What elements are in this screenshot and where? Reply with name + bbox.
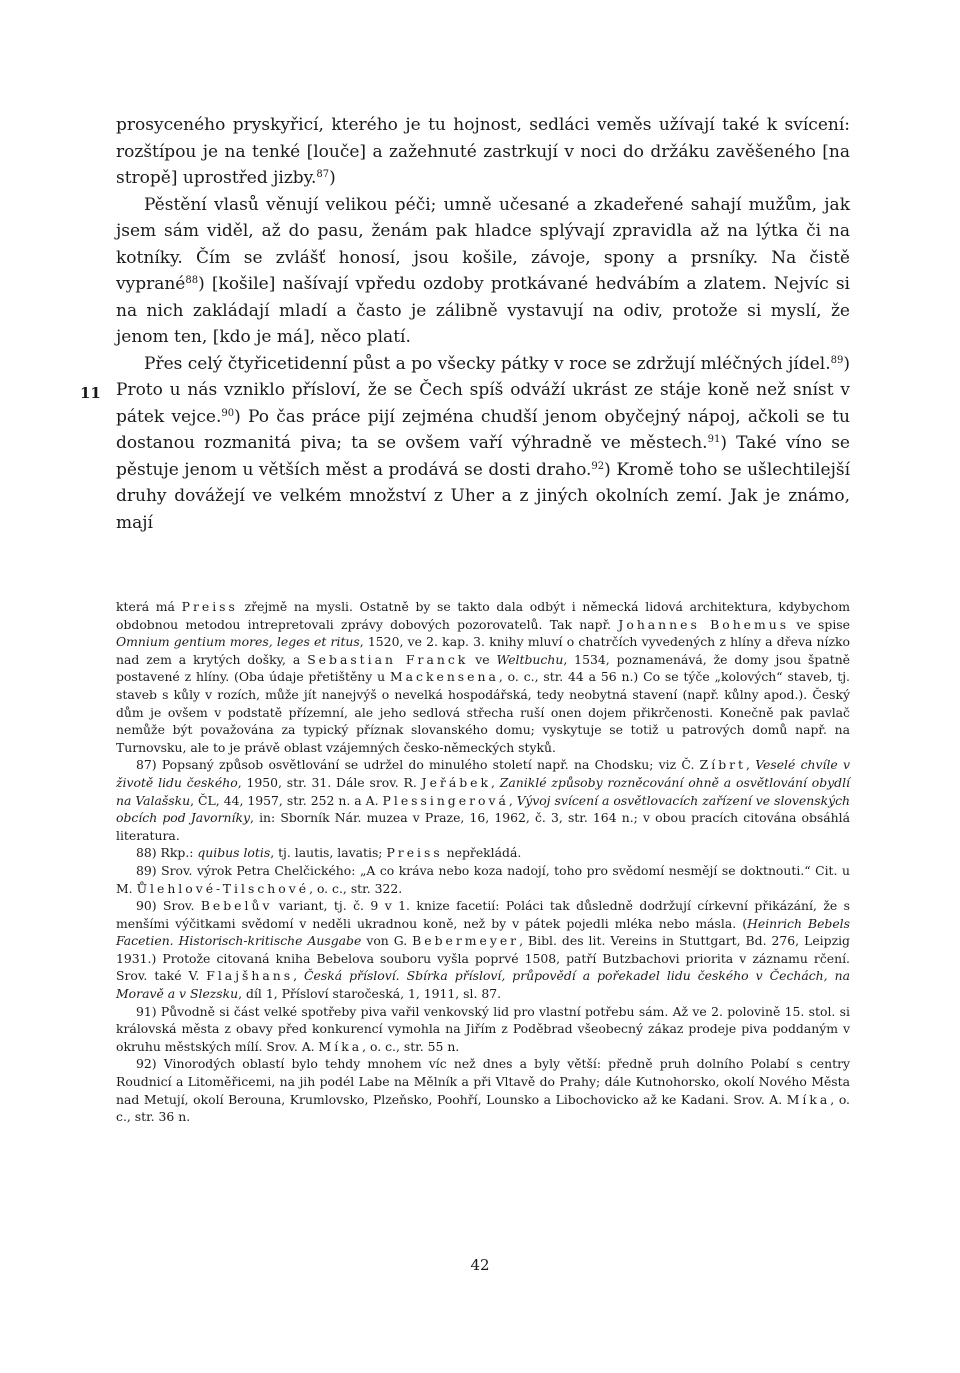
note-text: , in: Sborník Nár. muzea v Praze, 16, 1962, č. 3, str. 164 n.; v obou pracích citována obsáhlá literatura. — [116, 810, 850, 843]
note-author: Preiss — [386, 845, 443, 861]
note-author: Flajšhans — [206, 968, 294, 984]
paragraph-text: Po čas práce pijí zejména chudší jenom obyčejný nápoj, ačkoli se tu dostanou rozmanitá piva; ta se ovšem vaří výhradně ve městech. — [116, 406, 850, 453]
note-text: von G. — [361, 933, 413, 949]
note-text: , Bibl. des lit. Vereins in Stuttgart, Bd. 276, Leipzig 1931.) Protože citovaná kniha Bebelova souboru vyšla poprvé 1508, patří Butzbachovi priorita v záznamu rčení. Srov. také V. — [116, 933, 850, 984]
note-text: ve — [468, 651, 497, 667]
note-text: , 1950, str. 31. Dále srov. R. — [237, 774, 422, 790]
note-author: Míka — [786, 1091, 831, 1107]
footnotes — [116, 598, 850, 1126]
footnote-number: 92) — [136, 1056, 157, 1072]
note-text: Vinorodých oblastí bylo tehdy mnohem víc než dnes a byly větší: předně pruh dolního Polabí s centry Roudnicí a Litoměřicemi, na jih podél Labe na Mělník a při Vltavě do Prahy; dále Kutnohorsko, okolí Nového Města nad Metují, okolí Berouna, Krumlovsko, Plzeňsko, Poohří, Lounsko a Libochovicko až ke Kadani. Srov. A. — [116, 1056, 850, 1107]
main-text — [116, 112, 850, 536]
note-text: , díl 1, Přísloví staročeská, 1, 1911, sl. 87. — [238, 986, 502, 1002]
note-author: Zíbrt — [699, 757, 747, 773]
paragraph-text: Také víno se pěstuje jenom u větších měst a prodává se dosti draho. — [116, 433, 850, 480]
footnote-number: 89) — [136, 862, 157, 878]
paragraph-text: Kromě toho se ušlechtilejší druhy dovážejí ve velkém množství z Uher a z jiných okolních zemí. Jak je známo, mají — [116, 459, 850, 533]
note-text: Původně si část velké spotřeby piva vařil venkovský lid pro vlastní potřebu sám. Až ve 2. polovině 15. stol. si královská města z obavy před konkurencí vymohla na Jiřím z Poděbrad všeobecný zákaz prodeje piva poddaným v okruhu městských mílí. Srov. A. — [116, 1003, 850, 1054]
footnote-number: 88) — [136, 845, 157, 861]
note-text: , tj. lautis, lavatis; — [270, 845, 387, 861]
note-text: , — [293, 968, 305, 984]
footnote-89 — [116, 862, 850, 897]
note-text: , — [491, 774, 500, 790]
note-title: Česká přísloví. Sbírka přísloví, průpovědí a pořekadel lidu českého v Čechách, na Moravě a v Slezsku — [116, 968, 850, 1002]
footnote-90 — [116, 897, 850, 1003]
note-text: ve spise — [789, 616, 850, 632]
note-text: , o. c., str. 55 n. — [362, 1038, 460, 1054]
note-title: Zaniklé způsoby rozněcování ohně a osvětlování obydlí na Valašsku — [116, 774, 850, 808]
paragraph-text: Pěstění vlasů věnují velikou péči; umně učesané a zkadeřené sahají mužům, jak jsem sám viděl, až do pasu, ženám pak hladce splývají zpravidla až na lýtka či na kotníky. Čím se zvlášť honosí, jsou košile, závoje, spony a prsníky. Na čistě vyprané — [116, 194, 850, 294]
note-author: Bebermeyer — [412, 933, 520, 949]
note-author: Preiss — [181, 599, 238, 614]
footnote-ref-91[interactable]: 91 — [707, 434, 721, 445]
note-text: Srov. výrok Petra Chelčického: „A co kráva nebo koza nadojí, toho pro svědomí nesmějí se doktnouti.“ Cit. u M. — [116, 862, 850, 896]
paragraph-text: Proto u nás vzniklo přísloví, že se Čech spíš odváží ukrást ze stáje koně než sníst v pátek vejce. — [116, 380, 850, 427]
note-author: Jeřábek — [421, 774, 492, 790]
note-title: quibus lotis — [197, 845, 271, 861]
note-text: , — [508, 792, 517, 808]
note-text: , o. c., str. 322. — [309, 880, 403, 896]
note-author: Míka — [318, 1038, 363, 1054]
note-author: Bebelův — [200, 898, 273, 914]
footnote-ref-88[interactable]: 88 — [185, 275, 199, 286]
note-author: Ůlehlové-Tilschové — [136, 880, 310, 896]
footnote-91 — [116, 1003, 850, 1056]
footnote-number: 91) — [136, 1003, 157, 1019]
note-title: Heinrich Bebels Facetien. Historisch-kritische Ausgabe — [116, 915, 850, 949]
note-title: Weltbuchu — [496, 651, 564, 667]
paragraph-3: Přes celý čtyřicetidenní půst a po všecky pátky v roce se zdržují mléčných jídel.$^{89}$) Proto u nás vzniklo přísloví, že se Čech spíš odváží ukrást ze stáje koně než sníst v pátek vejce.$^{90}$) Po čas práce pijí zejména chudší jenom obyčejný nápoj, ačkoli se tu dostanou rozmanitá piva; ta se ovšem vaří výhradně ve městech.$^{91}$) Také víno se pěstuje jenom u větších měst a prodává se dosti draho.$^{92}$) Kromě toho se ušlechtilejší druhy dovážejí ve velkém množství z Uher a z jiných okolních zemí. Jak je známo, mají — [116, 353, 851, 533]
footnote-87 — [116, 756, 850, 844]
footnote-ref-89[interactable]: 89 — [830, 354, 844, 366]
footnote-92 — [116, 1055, 850, 1125]
note-title: Omnium gentium mores, leges et ritus — [116, 634, 360, 650]
paragraph-text: [košile] našívají vpředu ozdoby protkávané hedvábím a zlatem. Nejvíc si na nich zakládají mladí a často je zálibně vystavují na odiv, protože si myslí, že jenom ten, [kdo je má], něco platí. — [116, 274, 850, 347]
footnote-88 — [116, 844, 850, 862]
footnote-ref-87[interactable]: 87 — [316, 169, 330, 180]
note-author: Johannes Bohemus — [618, 616, 790, 632]
footnote-ref-90[interactable]: 90 — [221, 407, 235, 419]
note-title: Vývoj svícení a osvětlovacích zařízení ve slovenských obcích pod Javorníky — [116, 792, 850, 826]
paragraph-text: prosyceného pryskyřicí, kterého je tu hojnost, sedláci veměs užívají také k svícení: rozštípou je na tenké [louče] a zažehnuté zastrkují v noci do držáku zavěšeného [na stropě] uprostřed jizby. — [116, 115, 850, 188]
margin-section-marker: 11 — [80, 384, 101, 402]
note-text: nepřekládá. — [442, 845, 522, 861]
note-text: která má — [116, 599, 182, 614]
note-author: Mackensena — [389, 669, 499, 685]
page-number: 42 — [470, 1256, 490, 1274]
footnote-number: 87) — [136, 757, 157, 773]
paragraph-1: prosyceného pryskyřicí, kterého je tu hojnost, sedláci veměs užívají také k svícení: rozštípou je na tenké [louče] a zažehnuté zastrkují v noci do držáku zavěšeného [na stropě] uprostřed jizby.$^{87}$) — [116, 115, 850, 188]
note-text: , 1520, ve 2. kap. 3. knihy mluví o chatrčích vyvedených z hlíny a dřeva nízko nad zem a krytých došky, a — [116, 634, 850, 667]
note-title: Veselé chvíle v životě lidu českého — [116, 757, 850, 790]
note-author: Sebastian Franck — [307, 651, 469, 667]
note-text: variant, tj. č. 9 v 1. knize facetií: Poláci tak důsledně dodržují církevní přikázání, že s menšími výčitkami svědomí v neděli ukradnou koně, než by v pátek pojedli mléka nebo másla. ( — [116, 898, 851, 931]
note-text: , ČL, 44, 1957, str. 252 n. a A. — [190, 792, 383, 808]
note-text: Srov. — [156, 898, 201, 914]
note-text: , — [746, 757, 756, 773]
note-text: , o. c., str. 44 a 56 n.) Co se týče „kolových“ staveb, tj. staveb s kůly v rozích, může jít nanejvýš o nevelká hospodářská, tedy neobytná stavení (např. kůlny apod.). Český dům je ovšem v podstatě přízemní, ale jeho sedlová střecha ruší onen dojem přikrčenosti. Konečně pak pavlač nemůže být považována za typický příznak slovanského domu; vyskytuje se totiž u patrových domů např. na Turnovsku, ale to je právě oblast vzájemných česko-německých styků. — [116, 669, 850, 755]
paragraph-2: Pěstění vlasů věnují velikou péči; umně učesané a zkadeřené sahají mužům, jak jsem sám viděl, až do pasu, ženám pak hladce splývají zpravidla až na lýtka či na kotníky. Čím se zvlášť honosí, jsou košile, závoje, spony a prsníky. Na čistě vyprané$^{88}$) [košile] našívají vpředu ozdoby protkávané hedvábím a zlatem. Nejvíc si na nich zakládají mladí a často je zálibně vystavují na odiv, protože si myslí, že jenom ten, [kdo je má], něco platí. — [116, 194, 850, 347]
note-text: , 1534, poznamenává, že domy jsou špatně postavené z hlíny. (Oba údaje přetištěny u — [116, 651, 851, 685]
footnote-continued — [116, 598, 850, 756]
note-text: zřejmě na mysli. Ostatně by se takto dala odbýt i německá lidová architektura, kdybychom obdobnou metodou intrepretovali zprávy dobových pozorovatelů. Tak např. — [116, 599, 850, 632]
paragraph-text: Přes celý čtyřicetidenní půst a po všecky pátky v roce se zdržují mléčných jídel. — [144, 353, 831, 374]
note-text: , o. c., str. 36 n. — [116, 1091, 850, 1125]
note-text: Popsaný způsob osvětlování se udržel do minulého století např. na Chodsku; viz Č. — [156, 757, 700, 773]
footnote-ref-92[interactable]: 92 — [591, 460, 605, 472]
note-text: Rkp.: — [156, 845, 198, 861]
note-author: Plessingerová — [382, 792, 509, 808]
footnote-number: 90) — [136, 898, 157, 914]
